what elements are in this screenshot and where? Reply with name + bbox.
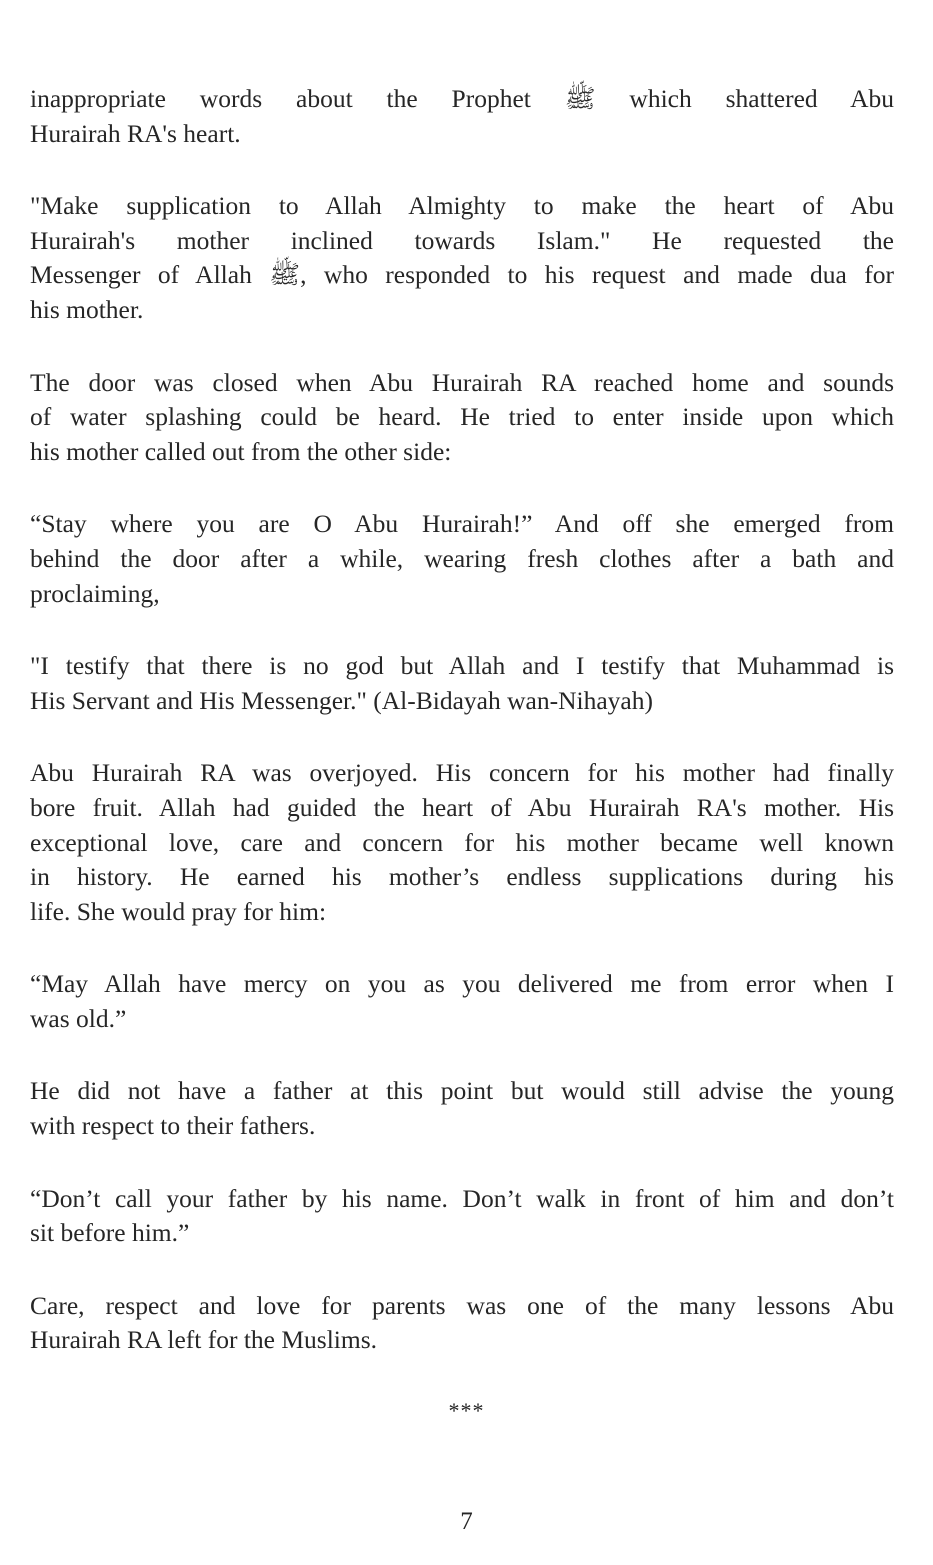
text-line: Abu Hurairah RA was overjoyed. His concern for his mother had finally: [30, 758, 894, 788]
paragraph: [30, 649, 894, 718]
text-line: “Don’t call your father by his name. Don’t walk in front of him and don’t: [30, 1183, 894, 1213]
paragraph: [30, 967, 894, 1036]
text-line: “Stay where you are O Abu Hurairah!” And off she emerged from: [30, 509, 894, 539]
section-separator: ***: [448, 1398, 485, 1423]
text-line: Care, respect and love for parents was one of the many lessons Abu: [30, 1290, 894, 1320]
page-number: 7: [460, 1508, 473, 1535]
paragraph: [30, 1074, 894, 1143]
paragraph: [30, 189, 894, 327]
text-line: his mother.: [30, 294, 144, 324]
text-line: Messenger of Allah ﷺ, who responded to his request and made dua for: [30, 260, 894, 290]
text-line: life. She would pray for him:: [30, 896, 327, 926]
text-line: behind the door after a while, wearing fresh clothes after a bath and: [30, 543, 894, 573]
text-line: The door was closed when Abu Hurairah RA reached home and sounds: [30, 367, 894, 397]
paragraph: [30, 82, 894, 151]
paragraph: [30, 756, 894, 929]
text-line: "Make supplication to Allah Almighty to make the heart of Abu: [30, 191, 894, 221]
text-line: bore fruit. Allah had guided the heart of Abu Hurairah RA's mother. His: [30, 792, 894, 822]
text-line: in history. He earned his mother’s endless supplications during his: [30, 862, 894, 892]
text-line: His Servant and His Messenger." (Al-Bidayah wan-Nihayah): [30, 685, 653, 715]
text-line: Hurairah RA's heart.: [30, 118, 241, 148]
text-line: with respect to their fathers.: [30, 1111, 316, 1141]
paragraph: [30, 507, 894, 611]
text-line: Hurairah's mother inclined towards Islam." He requested the: [30, 225, 894, 255]
page-body: [30, 82, 894, 1396]
text-line: exceptional love, care and concern for his mother became well known: [30, 827, 894, 857]
text-line: sit before him.”: [30, 1218, 190, 1248]
text-line: of water splashing could be heard. He tried to enter inside upon which: [30, 402, 894, 432]
text-line: Hurairah RA left for the Muslims.: [30, 1325, 378, 1355]
paragraph: [30, 1289, 894, 1358]
text-line: his mother called out from the other side:: [30, 436, 452, 466]
text-line: “May Allah have mercy on you as you delivered me from error when I: [30, 969, 894, 999]
text-line: "I testify that there is no god but Allah and I testify that Muhammad is: [30, 651, 894, 681]
text-line: He did not have a father at this point but would still advise the young: [30, 1076, 894, 1106]
text-line: inappropriate words about the Prophet ﷺ which shattered Abu: [30, 84, 895, 113]
paragraph: [30, 1182, 894, 1251]
text-line: proclaiming,: [30, 578, 160, 608]
paragraph: [30, 366, 894, 470]
text-line: was old.”: [30, 1003, 127, 1033]
